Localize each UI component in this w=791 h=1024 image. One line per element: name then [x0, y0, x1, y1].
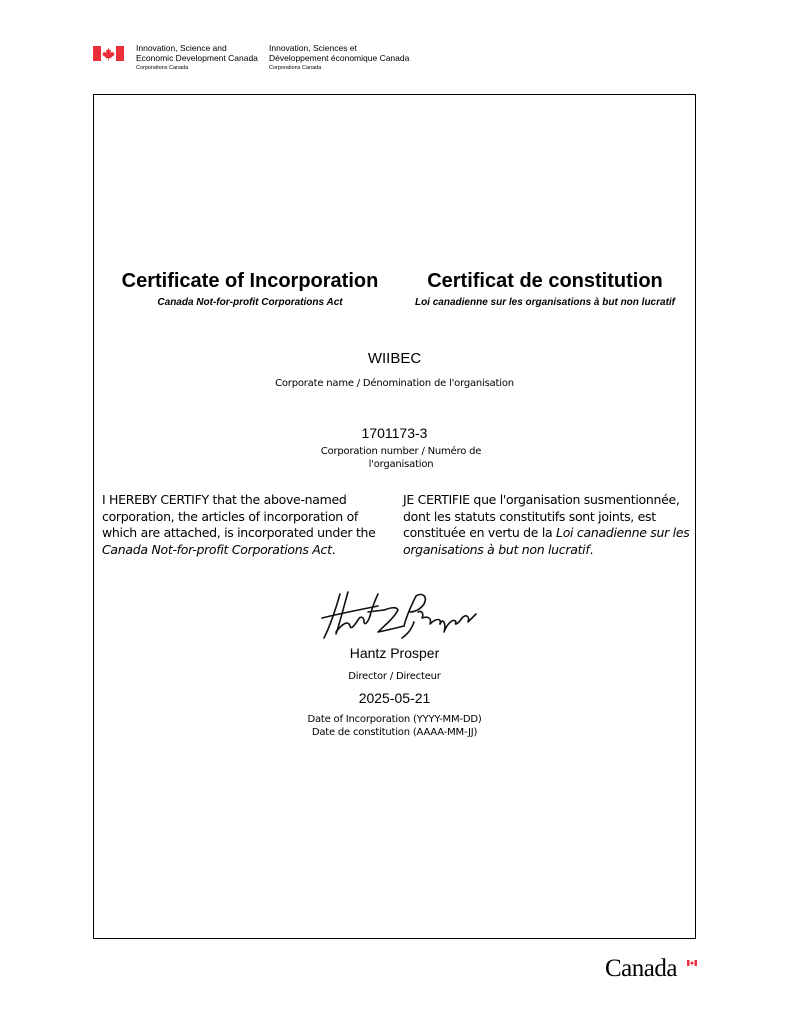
date-label-fr: Date de constitution (AAAA-MM-JJ) — [311, 726, 478, 738]
canada-wordmark-text: Canada — [605, 955, 677, 982]
department-en-line-1: Innovation, Science and — [136, 43, 227, 53]
certification-en-act: Canada Not-for-profit Corporations Act — [102, 541, 332, 557]
canada-wordmark — [605, 955, 700, 987]
certification-fr-act: Loi canadienne sur les organisations à but non lucratif — [403, 525, 690, 557]
department-fr-line-2: Développement économique Canada — [269, 53, 410, 63]
corporation-number-label: Corporation number / Numéro de l'organisation — [320, 446, 482, 470]
certification-en-text: I HEREBY CERTIFY that the above-named corporation, the articles of incorporation of which are attached, is incorporated under the — [102, 492, 376, 540]
corporation-number: 1701173-3 — [361, 425, 428, 441]
canada-flag-icon — [93, 46, 124, 61]
incorporation-date: 2025-05-21 — [358, 690, 431, 706]
wordmark-flag-icon — [687, 960, 697, 966]
date-label-en: Date of Incorporation (YYYY-MM-DD) — [307, 714, 482, 725]
act-name-fr: Loi canadienne sur les organisations à but non lucratif — [414, 297, 676, 308]
signer-name: Hantz Prosper — [349, 645, 440, 661]
department-name-en — [136, 43, 276, 72]
department-name-fr — [269, 43, 429, 72]
corporate-name-label: Corporate name / Dénomination de l'organisation — [275, 378, 514, 389]
department-fr-line-1: Innovation, Sciences et — [269, 43, 357, 53]
signature-image — [318, 588, 478, 646]
department-en-subtitle: Corporations Canada — [136, 65, 189, 71]
department-fr-subtitle: Corporations Canada — [269, 65, 322, 71]
corporate-name: WIIBEC — [367, 350, 422, 367]
act-name-en: Canada Not-for-profit Corporations Act — [157, 297, 343, 308]
incorporation-date-label — [93, 714, 696, 739]
certification-statement-en — [102, 492, 392, 558]
certificate-title-en: Certificate of Incorporation — [121, 270, 379, 292]
department-en-line-2: Economic Development Canada — [136, 53, 258, 63]
signer-title: Director / Directeur — [348, 671, 441, 682]
certification-fr-text: JE CERTIFIE que l'organisation susmentionnée, dont les statuts constitutifs sont joints, est constituée en vertu de la — [403, 492, 680, 540]
certificate-title-fr: Certificat de constitution — [427, 270, 663, 292]
certification-statement-fr — [403, 492, 693, 558]
certification-fr-end: . — [589, 541, 594, 557]
certification-en-end: . — [331, 541, 336, 557]
